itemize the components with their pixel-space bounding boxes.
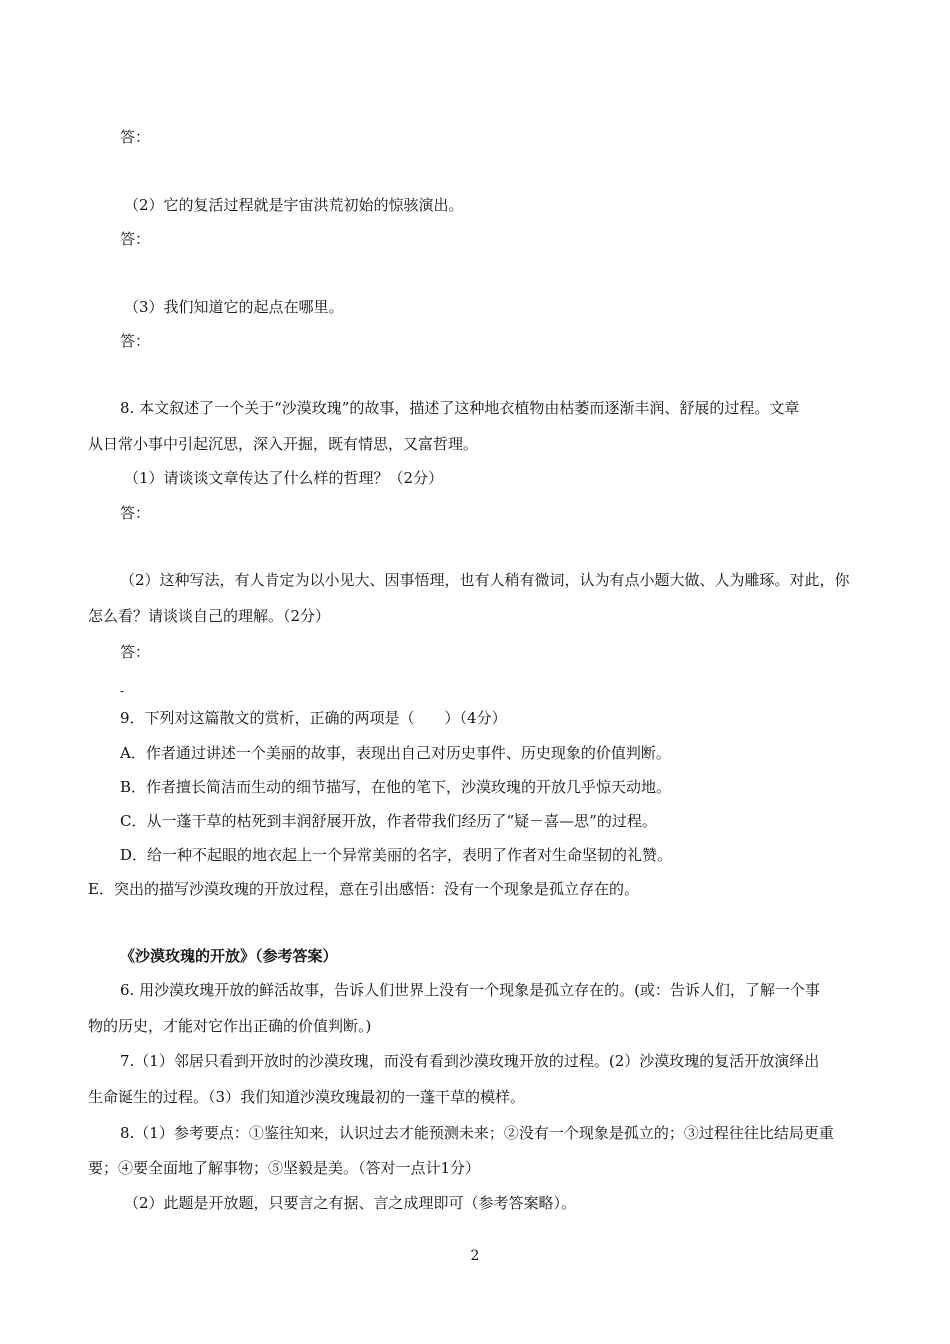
q8-stem-line-1: 8. 本文叙述了一个关于“沙漠玫瑰”的故事，描述了这种地衣植物由枯萎而逐渐丰润、舒展的过程。文章 (120, 399, 800, 417)
answers-heading: 《沙漠玫瑰的开放》（参考答案） (120, 947, 338, 965)
answer-8-line-2: 要；④要全面地了解事物；⑤坚毅是美。（答对一点计1分） (88, 1159, 481, 1177)
q7-answer-label-2: 答： (120, 230, 151, 248)
page-number: 2 (470, 1248, 480, 1264)
q8-item-2-line-2: 怎么看？请谈谈自己的理解。（2分） (88, 607, 331, 625)
q9-option-c: C．从一蓬干草的枯死到丰润舒展开放，作者带我们经历了“疑－喜—思”的过程。 (120, 812, 657, 830)
q8-answer-label-2: 答： (120, 643, 151, 661)
answer-7-line-1: 7.（1）邻居只看到开放时的沙漠玫瑰，而没有看到沙漠玫瑰开放的过程。(2）沙漠玫瑰的复活开放演绎出 (120, 1052, 820, 1070)
q9-option-b: B．作者擅长简洁而生动的细节描写，在他的笔下，沙漠玫瑰的开放几乎惊天动地。 (120, 778, 672, 796)
q8-stem-line-2: 从日常小事中引起沉思，深入开掘，既有情思，又富哲理。 (88, 435, 479, 453)
q9-option-d: D．给一种不起眼的地衣起上一个异常美丽的名字，表明了作者对生命坚韧的礼赞。 (120, 846, 673, 864)
q8-item-2-line-1: （2）这种写法，有人肯定为以小见大、因事悟理，也有人稍有微词，认为有点小题大做、人为雕琢。对此，你 (120, 571, 850, 589)
q7-item-2: （2）它的复活过程就是宇宙洪荒初始的惊骇演出。 (124, 196, 464, 214)
q9-stem: 9．下列对这篇散文的赏析，正确的两项是（ ）（4分） (120, 709, 507, 727)
q7-item-3: （3）我们知道它的起点在哪里。 (124, 298, 344, 316)
q7-answer-label-1: 答： (120, 128, 151, 146)
answer-7-line-2: 生命诞生的过程。（3）我们知道沙漠玫瑰最初的一蓬干草的模样。 (88, 1088, 526, 1106)
answer-8-line-1: 8.（1）参考要点：①鉴往知来，认识过去才能预测未来；②没有一个现象是孤立的；③过程往往比结局更重 (120, 1124, 834, 1142)
q9-option-e: E．突出的描写沙漠玫瑰的开放过程，意在引出感悟：没有一个现象是孤立存在的。 (88, 880, 639, 898)
q8-answer-label-1: 答： (120, 504, 151, 522)
q7-answer-label-3: 答： (120, 332, 151, 350)
q8-stray-mark: - (120, 684, 125, 698)
answer-6-line-2: 物的历史，才能对它作出正确的价值判断。) (88, 1017, 372, 1035)
q9-option-a: A．作者通过讲述一个美丽的故事，表现出自己对历史事件、历史现象的价值判断。 (120, 744, 671, 762)
answer-6-line-1: 6. 用沙漠玫瑰开放的鲜活故事，告诉人们世界上没有一个现象是孤立存在的。(或：告诉人们，了解一个事 (120, 981, 820, 999)
q8-item-1: （1）请谈谈文章传达了什么样的哲理？（2分） (124, 469, 444, 487)
answer-8-item-2: （2）此题是开放题，只要言之有据、言之成理即可（参考答案略）。 (124, 1194, 577, 1212)
